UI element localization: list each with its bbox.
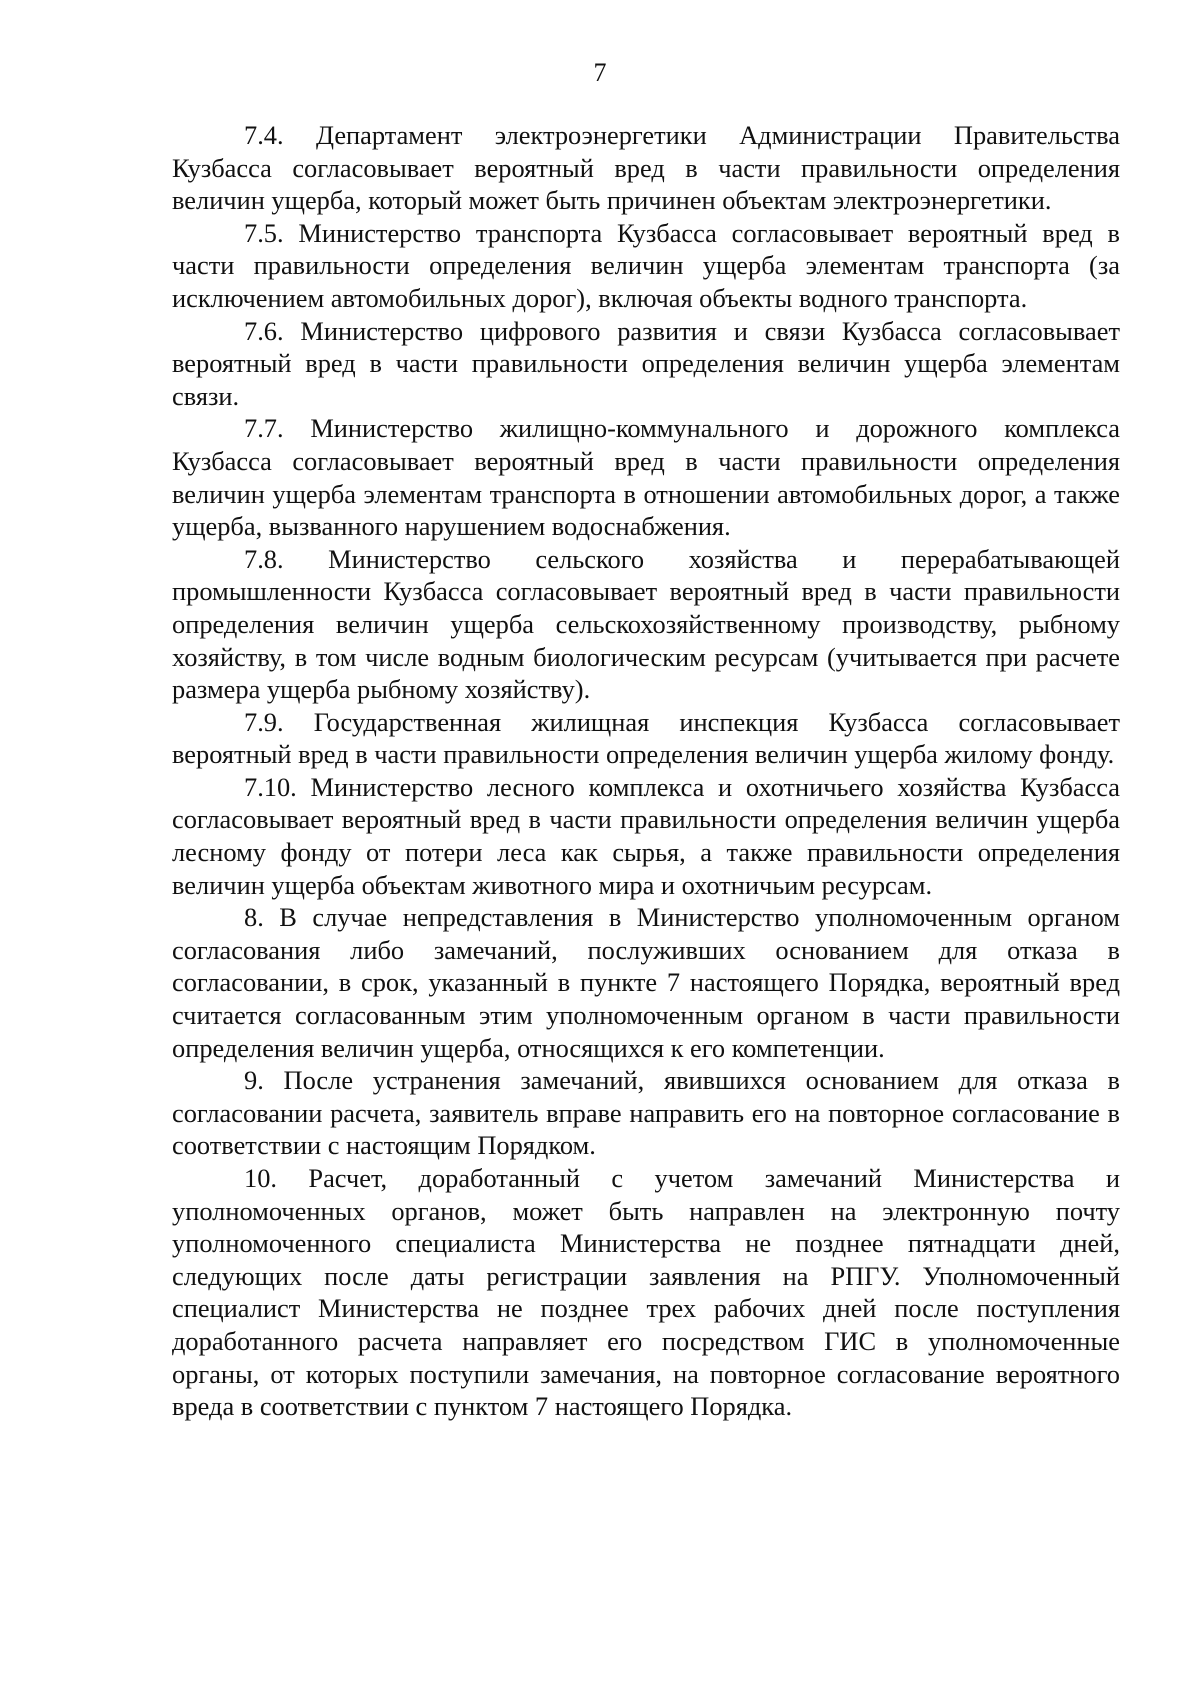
paragraph-7-9: 7.9. Государственная жилищная инспекция Кузбасса согласовывает вероятный вред в части правильности определения величин ущерба жилому фонду. — [172, 706, 1120, 770]
paragraph-7-7: 7.7. Министерство жилищно-коммунального и дорожного комплекса Кузбасса согласовывает вероятный вред в части правильности определения величин ущерба элементам транспорта в отношении автомобильных дорог, а также ущерба, вызванного нарушением водоснабжения. — [172, 413, 1120, 542]
paragraph-8: 8. В случае непредставления в Министерство уполномоченным органом согласования либо замечаний, послуживших основанием для отказа в согласовании, в срок, указанный в пункте 7 настоящего Порядка, вероятный вред считается согласованным этим уполномоченным органом в части правильности определения величин ущерба, относящихся к его компетенции. — [172, 902, 1120, 1063]
paragraph-7-6: 7.6. Министерство цифрового развития и связи Кузбасса согласовывает вероятный вред в части правильности определения величин ущерба элементам связи. — [172, 315, 1120, 411]
paragraph-7-8: 7.8. Министерство сельского хозяйства и перерабатывающей промышленности Кузбасса согласовывает вероятный вред в части правильности определения величин ущерба сельскохозяйственному производству, рыбному хозяйству, в том числе водным биологическим ресурсам (учитывается при расчете размера ущерба рыбному хозяйству). — [172, 543, 1120, 705]
document-body — [172, 119, 1120, 1423]
paragraph-7-4: 7.4. Департамент электроэнергетики Администрации Правительства Кузбасса согласовывает вероятный вред в части правильности определения величин ущерба, который может быть причинен объектам электроэнергетики. — [172, 120, 1120, 216]
page-number: 7 — [593, 58, 607, 87]
paragraph-9: 9. После устранения замечаний, явившихся основанием для отказа в согласовании расчета, заявитель вправе направить его на повторное согласование в соответствии с настоящим Порядком. — [172, 1065, 1120, 1161]
paragraph-10: 10. Расчет, доработанный с учетом замечаний Министерства и уполномоченных органов, может быть направлен на электронную почту уполномоченного специалиста Министерства не позднее пятнадцати дней, следующих после даты регистрации заявления на РПГУ. Уполномоченный специалист Министерства не позднее трех рабочих дней после поступления доработанного расчета направляет его посредством ГИС в уполномоченные органы, от которых поступили замечания, на повторное согласование вероятного вреда в соответствии с пунктом 7 настоящего Порядка. — [172, 1163, 1120, 1422]
paragraph-7-10: 7.10. Министерство лесного комплекса и охотничьего хозяйства Кузбасса согласовывает вероятный вред в части правильности определения величин ущерба лесному фонду от потери леса как сырья, а также правильности определения величин ущерба объектам животного мира и охотничьим ресурсам. — [172, 771, 1120, 900]
paragraph-7-5: 7.5. Министерство транспорта Кузбасса согласовывает вероятный вред в части правильности определения величин ущерба элементам транспорта (за исключением автомобильных дорог), включая объекты водного транспорта. — [172, 217, 1120, 313]
